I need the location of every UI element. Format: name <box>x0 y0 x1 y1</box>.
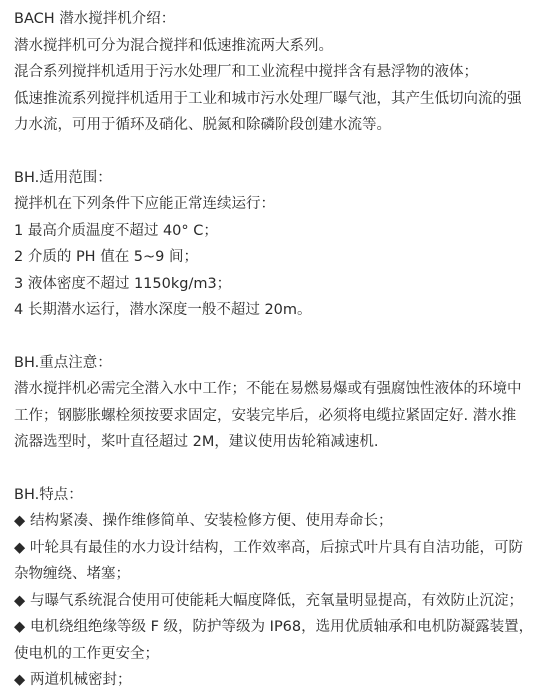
feature-text-continued: 杂物缠绕、堵塞； <box>14 566 130 582</box>
feature-text: 与曝气系统混合使用可使能耗大幅度降低，充氧量明显提高，有效防止沉淀； <box>30 592 523 609</box>
intro-line: 力水流，可用于循环及硝化、脱氮和除磷阶段创建水流等。 <box>14 117 391 133</box>
diamond-bullet-icon: ◆ <box>14 592 26 609</box>
intro-section <box>14 6 530 139</box>
scope-condition-ph: 2 介质的 PH 值在 5~9 间； <box>14 249 199 265</box>
scope-line: 搅拌机在下列条件下应能正常连续运行： <box>14 196 275 212</box>
feature-item <box>14 614 534 667</box>
feature-item <box>14 535 530 588</box>
scope-heading: BH.适用范围： <box>14 169 112 186</box>
notes-line: 潜水搅拌机必需完全潜入水中工作；不能在易燃易爆或有强腐蚀性液体的环境中 <box>14 381 522 397</box>
feature-text: 叶轮具有最佳的水力设计结构，工作效率高，后掠式叶片具有自洁功能，可防 <box>30 539 523 556</box>
feature-text: 结构紧凑、操作维修简单、安装检修方便、使用寿命长； <box>30 513 393 529</box>
diamond-bullet-icon: ◆ <box>14 672 26 688</box>
intro-line: 低速推流系列搅拌机适用于工业和城市污水处理厂曝气池，其产生低切向流的强 <box>14 90 522 107</box>
diamond-bullet-icon: ◆ <box>14 619 26 635</box>
feature-text: 两道机械密封； <box>30 672 132 688</box>
intro-line: 混合系列搅拌机适用于污水处理厂和工业流程中搅拌含有悬浮物的液体； <box>14 64 478 80</box>
notes-line: 工作；钢膨胀螺栓须按要求固定，安装完毕后，必须将电缆拉紧固定好. 潜水推 <box>14 407 517 424</box>
feature-text-continued: 使电机的工作更安全； <box>14 645 159 662</box>
intro-heading: BACH 潜水搅拌机介绍： <box>14 11 176 27</box>
notes-heading: BH.重点注意： <box>14 354 112 371</box>
feature-item <box>14 508 530 535</box>
intro-line: 潜水搅拌机可分为混合搅拌和低速推流两大系列。 <box>14 37 333 54</box>
diamond-bullet-icon: ◆ <box>14 513 26 529</box>
diamond-bullet-icon: ◆ <box>14 539 26 556</box>
feature-item <box>14 588 530 615</box>
feature-text: 电机绕组绝缘等级 F 级，防护等级为 IP68，选用优质轴承和电机防凝露装置， <box>30 619 534 635</box>
features-section <box>14 482 534 694</box>
scope-condition-temperature: 1 最高介质温度不超过 40° C； <box>14 222 218 239</box>
notes-section <box>14 350 530 456</box>
scope-condition-depth: 4 长期潜水运行，潜水深度一般不超过 20m。 <box>14 302 312 318</box>
features-heading: BH.特点： <box>14 486 83 503</box>
feature-item <box>14 667 530 694</box>
notes-line: 流器选型时，桨叶直径超过 2M，建议使用齿轮箱减速机. <box>14 434 379 450</box>
scope-condition-density: 3 液体密度不超过 1150kg/m3； <box>14 275 232 292</box>
scope-section <box>14 165 530 324</box>
